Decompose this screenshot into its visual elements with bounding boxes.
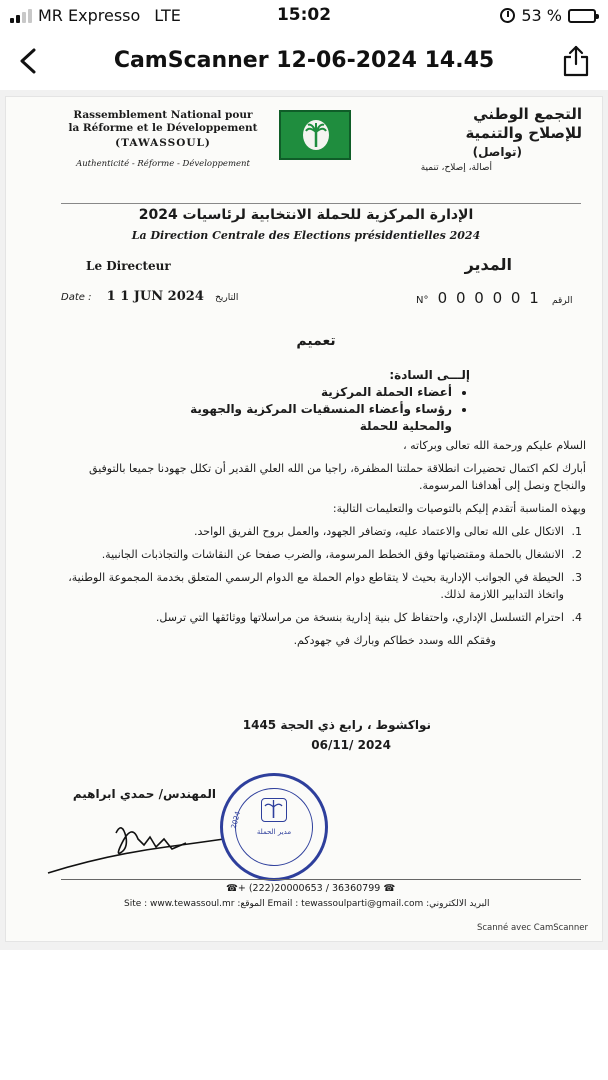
share-button[interactable] xyxy=(560,42,592,78)
clock: 15:02 xyxy=(276,5,332,25)
share-icon xyxy=(560,42,592,78)
header-fr-line1: Rassemblement National pour xyxy=(73,109,253,121)
paragraph-1: أبارك لكم اكتمال تحضيرات انطلاقة حملتنا المظفرة، راجيا من الله العلي القدير أن تكلل جهودنا جميعا بالتوفيق والنجاح ونصل إلى أهدافنا المرسومة. xyxy=(89,462,586,492)
header-fr-line3: (TAWASSOUL) xyxy=(115,137,211,149)
recipients-header: إلـــى السادة: xyxy=(389,368,470,382)
number-value: 0 0 0 0 0 1 xyxy=(437,289,541,307)
carrier-name: MR Expresso xyxy=(38,6,141,25)
subject-heading: تعميم xyxy=(296,333,336,349)
reference-number-field xyxy=(416,289,586,307)
header-fr-line2: la Réforme et le Développement xyxy=(68,122,258,134)
date-field xyxy=(61,289,251,304)
footer-phone: ☎+ (222)20000653 / 36360799 ☎ xyxy=(226,883,396,894)
recipient-item: • أعضاء الحملة المركزية xyxy=(170,384,452,401)
date-label-ar: التاريخ xyxy=(215,293,239,303)
header-ar-line1: التجمع الوطني xyxy=(473,105,582,123)
nav-bar xyxy=(0,32,608,90)
document-title: CamScanner 12-06-2024 14.45 xyxy=(113,48,495,73)
stamp-palm-icon xyxy=(261,798,287,822)
instructions-list xyxy=(56,523,568,626)
network-type: LTE xyxy=(154,6,181,25)
stamp-text: مدير الحملة xyxy=(256,828,292,836)
date-gregorian: 2024 /06/11 xyxy=(311,738,391,752)
instruction-item: 2. الانشغال بالحملة ومقتضياتها وفق الخطط المرسومة، والضرب صفحا عن النقاشات والتجاذبات الجانبية. xyxy=(56,546,568,563)
alarm-icon xyxy=(500,8,515,23)
footer-divider xyxy=(61,879,581,880)
place-date-block xyxy=(211,715,431,755)
header-fr-motto: Authenticité - Réforme - Développement xyxy=(76,159,250,169)
battery-charging-icon xyxy=(568,9,596,23)
number-label-fr: N° xyxy=(416,295,429,306)
greeting: السلام عليكم ورحمة الله تعالى وبركاته ، xyxy=(403,439,586,452)
scanned-page xyxy=(5,96,603,942)
palm-tree-icon xyxy=(303,120,329,150)
recipients-block xyxy=(170,367,470,435)
camscanner-watermark: Scanné avec CamScanner xyxy=(476,923,588,933)
header-french xyxy=(58,109,268,169)
status-right xyxy=(500,6,596,25)
closing: وفقكم الله وسدد خطاكم وبارك في جهودكم. xyxy=(293,634,496,647)
header-ar-line2: للإصلاح والتنمية xyxy=(465,124,582,142)
date-value: 1 1 JUN 2024 xyxy=(106,289,204,304)
department-arabic: الإدارة المركزية للحملة الانتخابية لرئاسيات 2024 xyxy=(138,207,474,223)
director-french: Le Directeur xyxy=(86,259,171,273)
document-viewer[interactable] xyxy=(0,90,608,950)
paragraph-2: وبهذه المناسبة أتقدم إليكم بالتوصيات والتعليمات التالية: xyxy=(332,502,586,515)
letter-body xyxy=(56,437,586,655)
header-ar-line3: (تواصل) xyxy=(472,145,522,159)
party-logo xyxy=(279,110,351,160)
header-ar-motto: أصالة، إصلاح، تنمية xyxy=(420,163,492,173)
status-bar xyxy=(0,0,608,32)
recipients-list xyxy=(170,384,452,435)
date-label-fr: Date : xyxy=(61,292,92,303)
footer-site-email: Site : www.tewassoul.mr :الموقع Email : tewassoulparti@gmail.com :البريد الالكتروني xyxy=(124,899,490,909)
signatory-name: المهندس/ حمدي ابراهيم xyxy=(72,787,216,801)
header-arabic xyxy=(392,105,582,173)
stamp-year: 2024 xyxy=(229,810,243,830)
header-divider xyxy=(61,203,581,204)
director-arabic: المدير xyxy=(464,255,512,274)
instruction-item: 1. الاتكال على الله تعالى والاعتماد عليه، وتضافر الجهود، والعمل بروح الفريق الواحد. xyxy=(56,523,568,540)
handwritten-signature xyxy=(46,803,226,883)
place-date-hijri: نواكشوط ، رابع ذي الحجة 1445 xyxy=(242,718,431,732)
department-french: La Direction Centrale des Elections présidentielles 2024 xyxy=(131,229,481,242)
recipient-item: • رؤساء وأعضاء المنسقيات المركزية والجهوية والمحلية للحملة xyxy=(170,401,452,435)
instruction-item: 3. الحيطة في الجوانب الإدارية بحيث لا يتقاطع دوام الحملة مع الدوام الرسمي المتعلق بخدمة المجموعة الوطنية، واتخاذ التدابير اللازمة لذلك. xyxy=(56,569,568,603)
number-label-ar: الرقم xyxy=(551,296,573,306)
battery-percent: 53 % xyxy=(521,6,562,25)
official-stamp xyxy=(220,773,328,881)
instruction-item: 4. احترام التسلسل الإداري، واحتفاظ كل بنية إدارية بنسخة من مراسلاتها ووثائقها التي ترسل. xyxy=(56,609,568,626)
